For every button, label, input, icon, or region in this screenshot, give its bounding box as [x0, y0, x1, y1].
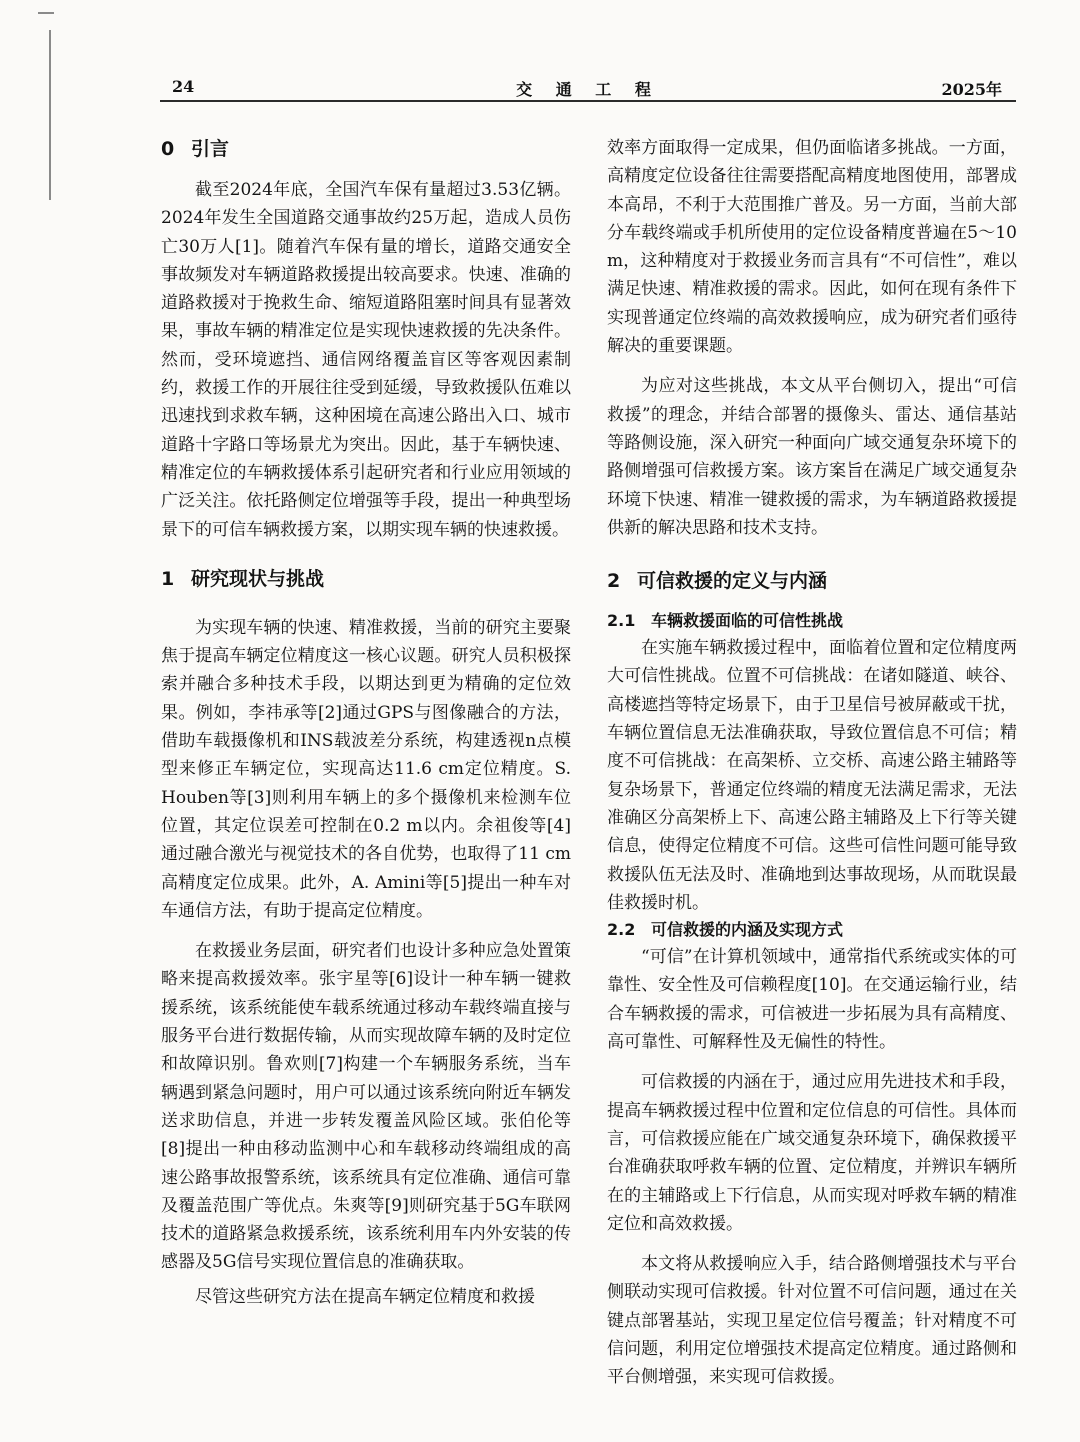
subsection-title: 车辆救援面临的可信性挑战 — [651, 611, 844, 631]
section-number: 2 — [607, 570, 621, 593]
section-title: 可信救援的定义与内涵 — [637, 570, 828, 593]
section-0-heading — [161, 134, 571, 164]
subsection-title: 可信救援的内涵及实现方式 — [651, 920, 844, 940]
section-1-heading — [161, 564, 571, 594]
section-2-heading — [607, 566, 1017, 596]
intro-paragraph: 截至2024年底，全国汽车保有量超过3.53亿辆。2024年发生全国道路交通事故约25万起，造成人员伤亡30万人[1]。随着汽车保有量的增长，道路交通安全事故频发对车辆道路救援提出较高要求。快速、准确的道路救援对于挽救生命、缩短道路阻塞时间具有显著效果，事故车辆的精准定位是实现快速救援的先决条件。然而，受环境遮挡、通信网络覆盖盲区等客观因素制约，救援工作的开展往往受到延缓，导致救援队伍难以迅速找到求救车辆，这种困境在高速公路出入口、城市道路十字路口等场景尤为突出。因此，基于车辆快速、精准定位的车辆救援体系引起研究者和行业应用领域的广泛关注。依托路侧定位增强等手段，提出一种典型场景下的可信车辆救援方案，以期实现车辆的快速救援。 — [161, 180, 571, 540]
subsection-2-1-heading — [607, 608, 1017, 634]
corner-mark — [38, 12, 54, 14]
subsection-2-2-heading — [607, 917, 1017, 943]
approach-paragraph: 本文将从救援响应入手，结合路侧增强技术与平台侧联动实现可信救援。针对位置不可信问题，通过在关键点部署基站，实现卫星定位信号覆盖；针对精度不可信问题，利用定位增强技术提高定位精度。通过路侧和平台侧增强，来实现可信救援。 — [607, 1254, 1017, 1388]
running-header — [160, 74, 1016, 100]
rescue-business-paragraph: 在救援业务层面，研究者们也设计多种应急处置策略来提高救援效率。张宇星等[6]设计一种车辆一键救援系统，该系统能使车载系统通过移动车载终端直接与服务平台进行数据传输，从而实现故障车辆的及时定位和故障识别。鲁欢则[7]构建一个车辆服务系统，当车辆遇到紧急问题时，用户可以通过该系统向附近车辆发送求助信息，并进一步转发覆盖风险区域。张伯伦等[8]提出一种由移动监测中心和车载移动终端组成的高速公路事故报警系统，该系统具有定位准确、通信可靠及覆盖范围广等优点。朱爽等[9]则研究基于5G车联网技术的道路紧急救援系统，该系统利用车内外安装的传感器及5G信号实现位置信息的准确获取。 — [161, 941, 571, 1273]
credible-definition-paragraph: “可信”在计算机领域中，通常指代系统或实体的可靠性、安全性及可信赖程度[10]。在交通运输行业，结合车辆救援的需求，可信被进一步拓展为具有高精度、高可靠性、可解释性及无偏性的特性。 — [607, 947, 1017, 1053]
credibility-challenge-paragraph: 在实施车辆救援过程中，面临着位置和定位精度两大可信性挑战。位置不可信挑战：在诸如隧道、峡谷、高楼遮挡等特定场景下，由于卫星信号被屏蔽或干扰，车辆位置信息无法准确获取，导致位置信息不可信；精度不可信挑战：在高架桥、立交桥、高速公路主辅路等复杂场景下，普通定位终端的精度无法满足需求，无法准确区分高架桥上下、高速公路主辅路及上下行等关键信息，使得定位精度不可信。这些可信性问题可能导致救援队伍无法及时、准确地到达事故现场，从而耽误最佳救援时机。 — [607, 638, 1017, 913]
right-column — [607, 134, 1017, 1392]
challenge-paragraph-start: 尽管这些研究方法在提高车辆定位精度和救援 — [195, 1286, 535, 1307]
research-status-paragraph: 为实现车辆的快速、精准救援，当前的研究主要聚焦于提高车辆定位精度这一核心议题。研究人员积极探索并融合多种技术手段，以期达到更为精确的定位效果。例如，李祎承等[2]通过GPS与图像融合的方法，借助车载摄像机和INS载波差分系统，构建透视n点模型来修正车辆定位，实现高达11.6 cm定位精度。S. Houben等[3]则利用车辆上的多个摄像机来检测车位位置，其定位误差可控制在0.2 m以内。余祖俊等[4]通过融合激光与视觉技术的各自优势，也取得了11 cm高精度定位成果。此外，A. Amini等[5]提出一种车对车通信方法，有助于提高定位精度。 — [161, 617, 571, 921]
page-number: 24 — [172, 77, 195, 96]
challenge-paragraph-cont: 效率方面取得一定成果，但仍面临诸多挑战。一方面，高精度定位设备往往需要搭配高精度地图使用，部署成本高昂，不利于大范围推广普及。另一方面，当前大部分车载终端或手机所使用的定位设备精度普遍在5～10 m，这种精度对于救援业务而言具有“不可信性”，难以满足快速、精准救援的需求。因此，如何在现有条件下实现普通定位终端的高效救援响应，成为研究者们亟待解决的重要课题。 — [607, 138, 1017, 357]
journal-name: 交 通 工 程 — [516, 80, 660, 99]
section-title: 研究现状与挑战 — [191, 567, 325, 590]
subsection-number: 2.1 — [607, 611, 636, 631]
subsection-number: 2.2 — [607, 920, 636, 940]
proposal-paragraph: 为应对这些挑战，本文从平台侧切入，提出“可信救援”的理念，并结合部署的摄像头、雷达、通信基站等路侧设施，深入研究一种面向广域交通复杂环境下的路侧增强可信救援方案。该方案旨在满足广域交通复杂环境下快速、精准一键救援的需求，为车辆道路救援提供新的解决思路和技术支持。 — [607, 376, 1017, 538]
binding-line — [49, 30, 51, 200]
section-number: 0 — [161, 138, 175, 160]
header-rule — [160, 100, 1016, 102]
publication-year: 2025年 — [941, 80, 1002, 99]
left-column — [161, 134, 571, 1311]
section-number: 1 — [161, 567, 175, 590]
credible-connotation-paragraph: 可信救援的内涵在于，通过应用先进技术和手段，提高车辆救援过程中位置和定位信息的可信性。具体而言，可信救援应能在广域交通复杂环境下，确保救援平台准确获取呼救车辆的位置、定位精度，并辨识车辆所在的主辅路或上下行信息，从而实现对呼救车辆的精准定位和高效救援。 — [607, 1072, 1017, 1234]
section-title: 引言 — [191, 138, 230, 160]
